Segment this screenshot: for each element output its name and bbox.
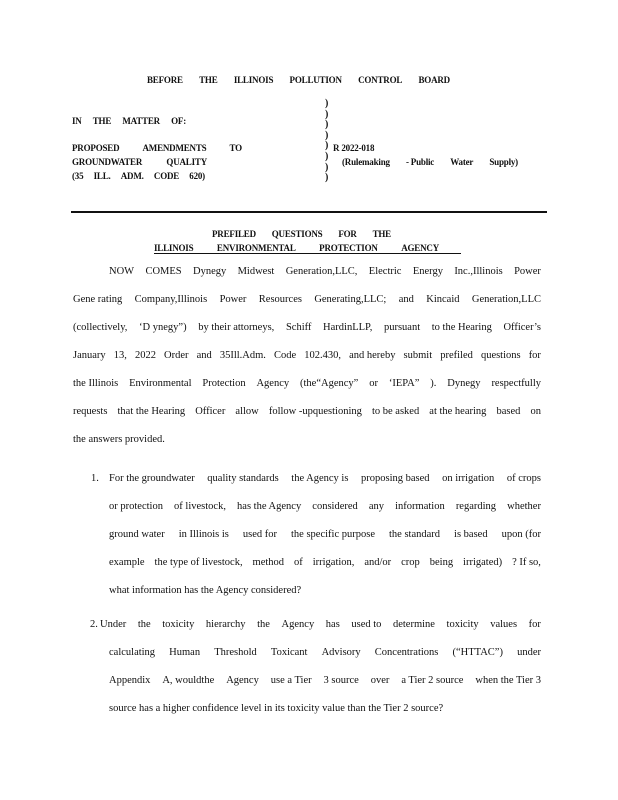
word: (collectively, xyxy=(73,322,128,333)
word: and/or xyxy=(364,557,392,568)
caption-word: OF: xyxy=(171,116,186,126)
word: for xyxy=(528,619,541,630)
word: example xyxy=(109,557,145,568)
heading-word: AGENCY xyxy=(401,243,439,253)
caption-word: CODE xyxy=(153,171,180,181)
word: and xyxy=(196,350,212,361)
word: hierarchy xyxy=(205,619,246,630)
word: 13, xyxy=(113,350,127,361)
question-number: 2. xyxy=(90,619,98,630)
word: Order xyxy=(164,350,189,361)
word: at the hearing xyxy=(429,406,487,417)
word: Environmental xyxy=(129,378,192,389)
word: Officer’s xyxy=(503,322,541,333)
title-word: ILLINOIS xyxy=(233,75,274,85)
word: values xyxy=(490,619,518,630)
question-number: 1. xyxy=(91,473,99,484)
word: Generation,LLC xyxy=(471,294,541,305)
question-line xyxy=(109,703,443,714)
caption-word: GROUNDWATER xyxy=(72,157,143,167)
word: on xyxy=(530,406,541,417)
title-word: BOARD xyxy=(418,75,450,85)
word: has xyxy=(325,619,340,630)
heading-word: ENVIRONMENTAL xyxy=(216,243,296,253)
word: Under xyxy=(100,619,127,630)
caption-word: ILL. xyxy=(93,171,111,181)
heading-underline xyxy=(154,253,461,254)
word: and xyxy=(398,294,414,305)
caption-code xyxy=(72,171,205,181)
word: the Agency is xyxy=(291,473,349,484)
word: for xyxy=(528,350,541,361)
title-word: BEFORE xyxy=(147,75,183,85)
word: used to xyxy=(351,619,382,630)
word: Midwest xyxy=(237,266,275,277)
caption-groundwater-quality xyxy=(72,157,207,167)
word: COMES xyxy=(145,266,182,277)
word: the specific purpose xyxy=(291,529,375,540)
word: ‘IEPA” xyxy=(388,378,420,389)
word: Kincaid xyxy=(426,294,460,305)
title-word: POLLUTION xyxy=(289,75,342,85)
caption-word: (35 xyxy=(72,171,84,181)
word: submit xyxy=(403,350,433,361)
word: to the Hearing xyxy=(431,322,492,333)
word: toxicity xyxy=(162,619,195,630)
question-line xyxy=(109,473,541,484)
word: Inc.,Illinois xyxy=(454,266,503,277)
word: the xyxy=(137,619,151,630)
heading-line-2 xyxy=(154,243,439,253)
caption-word: AMENDMENTS xyxy=(142,143,207,153)
word: NOW xyxy=(109,266,135,277)
word: considered xyxy=(312,501,358,512)
word: 2022 xyxy=(134,350,156,361)
word: follow -upquestioning xyxy=(268,406,362,417)
word: of livestock, xyxy=(174,501,226,512)
word: the type of livestock, xyxy=(154,557,243,568)
question-line xyxy=(109,529,541,540)
word: method xyxy=(252,557,285,568)
word: respectfully xyxy=(491,378,541,389)
word: information xyxy=(395,501,445,512)
board-title xyxy=(147,75,450,85)
word: Officer xyxy=(195,406,226,417)
question-line xyxy=(109,557,541,568)
heading-word: THE xyxy=(372,229,391,239)
caption-divider xyxy=(71,211,547,213)
word: provided. xyxy=(122,434,165,445)
docket-number: R 2022-018 xyxy=(333,143,375,153)
word: For the groundwater xyxy=(109,473,195,484)
word: Energy xyxy=(412,266,443,277)
word: of xyxy=(294,557,303,568)
word: Appendix xyxy=(109,675,151,686)
word: questions xyxy=(480,350,521,361)
rulemaking-description xyxy=(342,157,518,167)
title-word: CONTROL xyxy=(358,75,403,85)
question-line xyxy=(109,647,541,658)
heading-word: QUESTIONS xyxy=(271,229,323,239)
word: being xyxy=(429,557,454,568)
caption-word: Water xyxy=(450,157,474,167)
word: by their attorneys, xyxy=(198,322,275,333)
caption-word: - Public xyxy=(405,157,435,167)
word: 35Ill.Adm. xyxy=(219,350,266,361)
word: Agency xyxy=(281,619,315,630)
caption-word: Supply) xyxy=(489,157,518,167)
word: Dynegy xyxy=(192,266,227,277)
word: Human xyxy=(169,647,201,658)
word: (the“Agency” xyxy=(300,378,359,389)
word: Code xyxy=(274,350,297,361)
intro-line xyxy=(73,434,165,445)
word: Electric xyxy=(368,266,402,277)
heading-word: FOR xyxy=(338,229,357,239)
word: and hereby xyxy=(349,350,396,361)
word: in Illinois is xyxy=(178,529,229,540)
heading-line-1 xyxy=(212,229,391,239)
word: source has a higher confidence level in its toxicity value than the Tier 2 source? xyxy=(109,703,444,714)
word: on irrigation xyxy=(442,473,495,484)
word: toxicity xyxy=(446,619,479,630)
title-word: THE xyxy=(199,75,218,85)
word: the xyxy=(257,619,270,630)
caption-proposed-amendments xyxy=(72,143,242,153)
word: Agency xyxy=(226,675,259,686)
word: ‘D ynegy”) xyxy=(139,322,187,333)
word: (“HTTAC”) xyxy=(452,647,503,658)
heading-word: ILLINOIS xyxy=(154,243,194,253)
caption-word: QUALITY xyxy=(166,157,207,167)
word: the answers xyxy=(73,434,123,445)
word: is based xyxy=(454,529,488,540)
word: Resources xyxy=(258,294,302,305)
word: Threshold xyxy=(214,647,257,658)
caption-word: (Rulemaking xyxy=(342,157,390,167)
word: allow xyxy=(235,406,259,417)
word: Schiff xyxy=(285,322,312,333)
word: Protection xyxy=(202,378,246,389)
question-line xyxy=(109,501,541,512)
caption-in-the-matter xyxy=(72,116,186,126)
word: 3 source xyxy=(323,675,359,686)
word: January xyxy=(73,350,106,361)
word: determine xyxy=(392,619,435,630)
word: irrigation, xyxy=(312,557,355,568)
word: irrigated) xyxy=(463,557,503,568)
word: crop xyxy=(401,557,420,568)
heading-word: PREFILED xyxy=(212,229,256,239)
word: has the Agency xyxy=(237,501,302,512)
word: Generating,LLC; xyxy=(314,294,387,305)
word: upon (for xyxy=(501,529,541,540)
word: requests xyxy=(73,406,108,417)
word: prefiled xyxy=(440,350,473,361)
word: proposing based xyxy=(360,473,430,484)
caption-word: 620) xyxy=(189,171,205,181)
word: Advisory xyxy=(321,647,361,658)
word: ? If so, xyxy=(512,557,541,568)
word: calculating xyxy=(109,647,156,658)
word: ground water xyxy=(109,529,165,540)
word: 102.430, xyxy=(304,350,342,361)
caption-word: TO xyxy=(229,143,242,153)
caption-parentheses: ) ) ) ) ) ) ) ) xyxy=(325,98,329,184)
word: or protection xyxy=(109,501,163,512)
question-line xyxy=(100,619,541,630)
word: what information has the Agency considered? xyxy=(109,585,302,596)
word: any xyxy=(368,501,385,512)
word: a Tier 2 source xyxy=(401,675,464,686)
intro-line xyxy=(73,350,541,361)
word: Generation,LLC, xyxy=(285,266,358,277)
intro-line xyxy=(73,378,541,389)
caption-word: ADM. xyxy=(120,171,144,181)
word: use a Tier xyxy=(270,675,312,686)
caption-word: PROPOSED xyxy=(72,143,120,153)
intro-line xyxy=(73,406,541,417)
word: Agency xyxy=(256,378,290,389)
question-line xyxy=(109,675,541,686)
word: ). xyxy=(430,378,437,389)
word: Concentrations xyxy=(374,647,439,658)
word: or xyxy=(369,378,378,389)
caption-word: MATTER xyxy=(122,116,160,126)
word: under xyxy=(517,647,541,658)
word: A, wouldthe xyxy=(162,675,215,686)
word: pursuant xyxy=(383,322,421,333)
word: whether xyxy=(507,501,541,512)
intro-line xyxy=(73,294,541,305)
word: Power xyxy=(514,266,541,277)
heading-word: PROTECTION xyxy=(319,243,378,253)
word: based xyxy=(496,406,521,417)
word: Dynegy xyxy=(447,378,481,389)
word: Company,Illinois xyxy=(134,294,208,305)
word: regarding xyxy=(455,501,497,512)
word: Gene rating xyxy=(73,294,123,305)
intro-line xyxy=(73,322,541,333)
word: that the Hearing xyxy=(117,406,186,417)
word: the standard xyxy=(389,529,441,540)
word: of crops xyxy=(506,473,541,484)
word: HardinLLP, xyxy=(323,322,373,333)
word: quality standards xyxy=(207,473,279,484)
word: over xyxy=(370,675,390,686)
caption-word: THE xyxy=(92,116,112,126)
caption-word: IN xyxy=(72,116,82,126)
word: Power xyxy=(219,294,247,305)
word: when the Tier 3 xyxy=(475,675,541,686)
word: used for xyxy=(242,529,278,540)
intro-line xyxy=(109,266,541,277)
word: to be asked xyxy=(371,406,420,417)
word: the Illinois xyxy=(73,378,119,389)
word: Toxicant xyxy=(270,647,308,658)
question-line xyxy=(109,585,301,596)
